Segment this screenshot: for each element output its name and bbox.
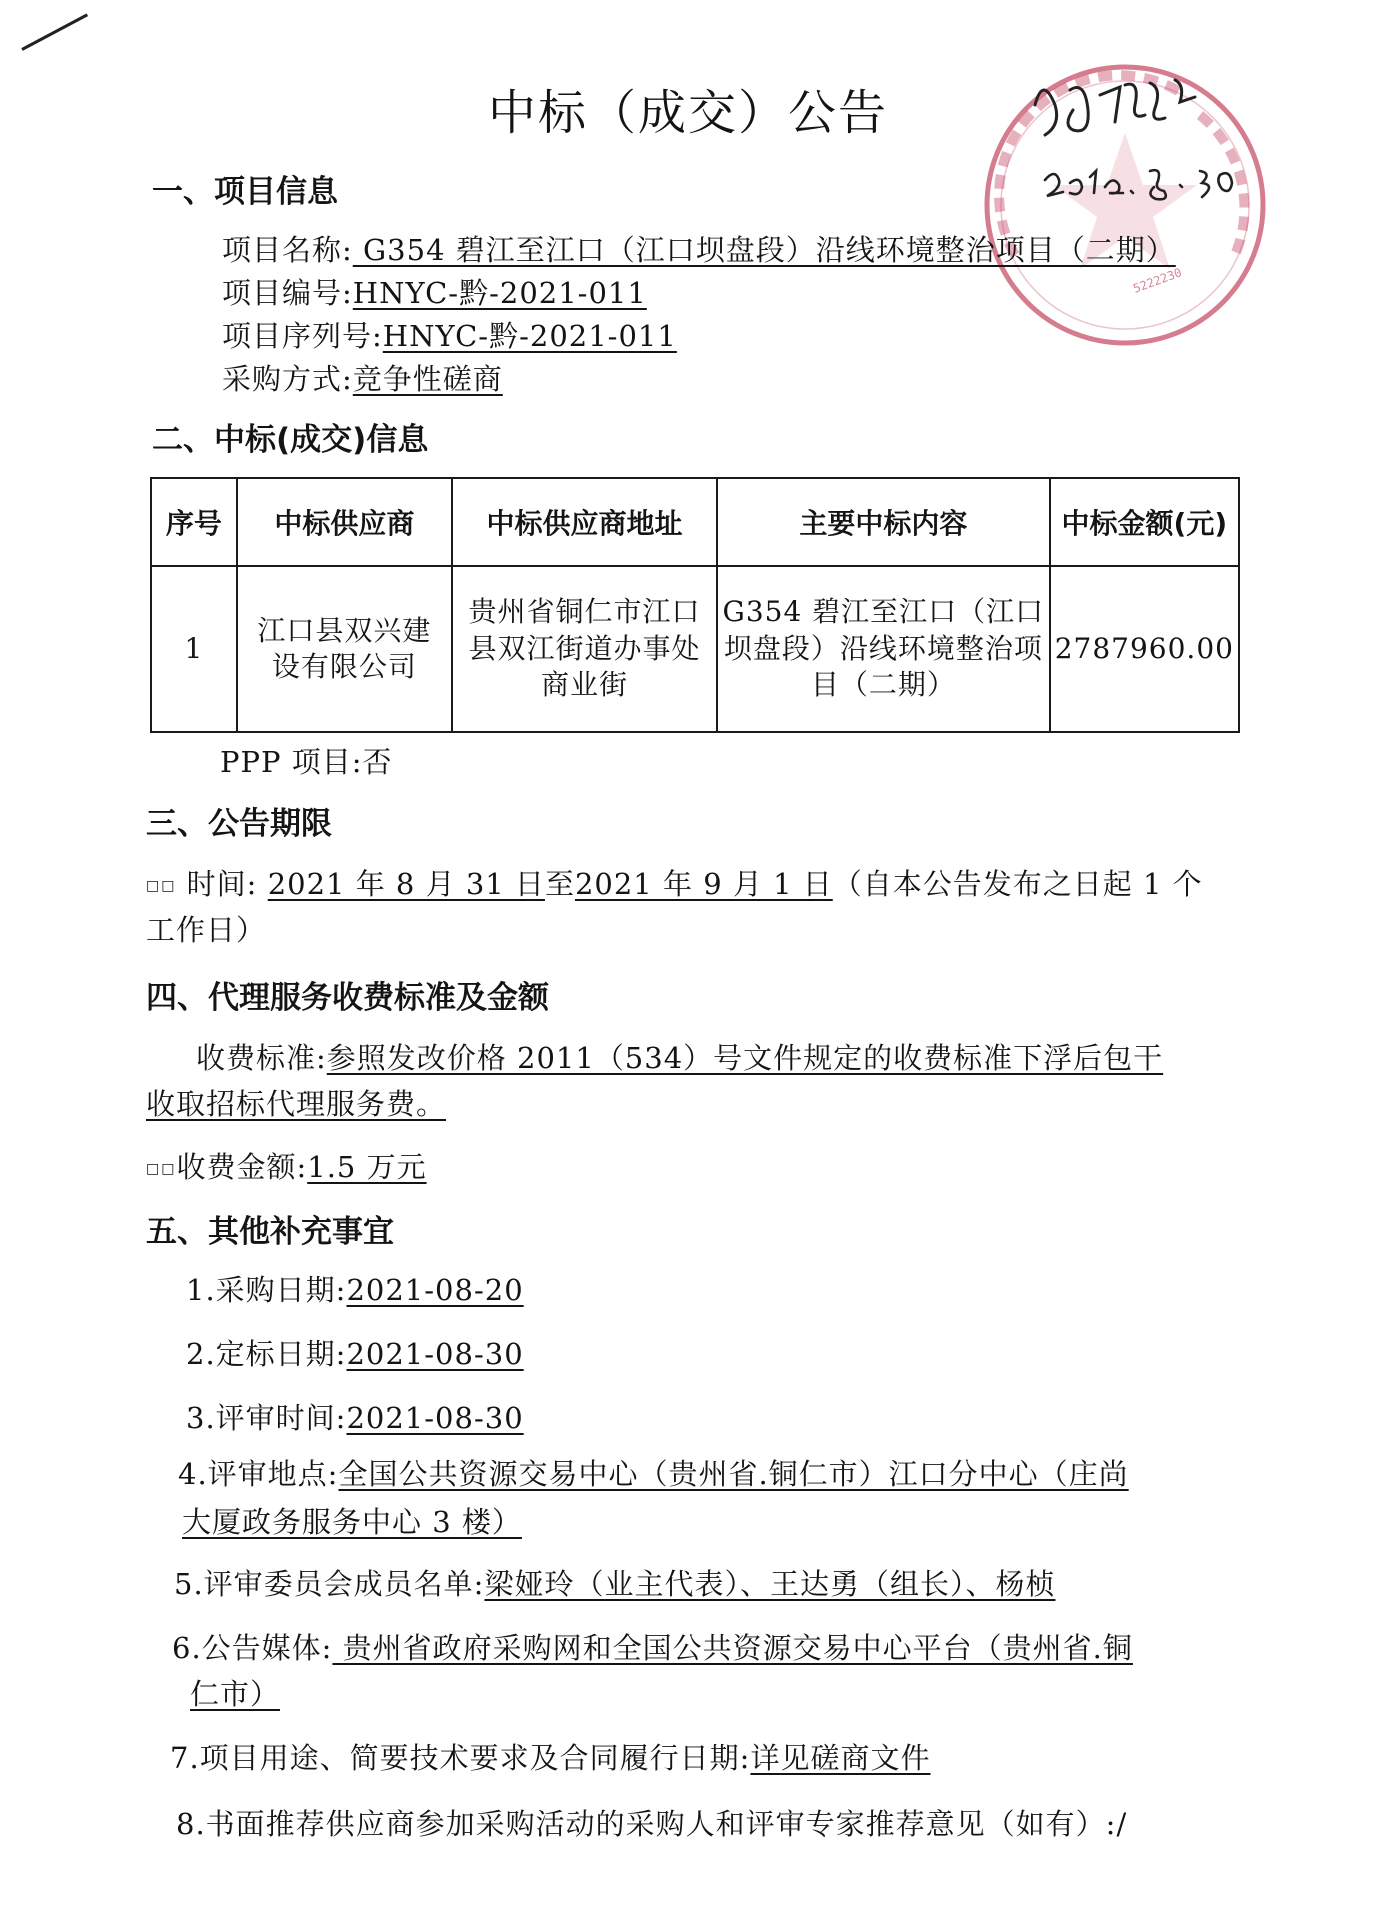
item-6-label: 6.公告媒体: (172, 1631, 333, 1665)
header-address: 中标供应商地址 (452, 478, 717, 566)
header-content: 主要中标内容 (717, 478, 1050, 566)
project-seq-label: 项目序列号: (222, 319, 383, 353)
item-7-label: 7.项目用途、简要技术要求及合同履行日期: (170, 1741, 751, 1775)
procurement-method-label: 采购方式: (222, 362, 353, 396)
item-7-value: 详见磋商文件 (750, 1741, 931, 1775)
item-4-cont (182, 1500, 522, 1541)
fee-standard-value-cont: 收取招标代理服务费。 (146, 1087, 447, 1121)
cell-amount: 2787960.00 (1050, 566, 1239, 732)
item-3-label: 3.评审时间: (186, 1401, 347, 1435)
section-4-heading: 四、代理服务收费标准及金额 (146, 980, 549, 1016)
project-name-line (222, 228, 1176, 269)
header-amount: 中标金额(元) (1050, 478, 1239, 566)
item-3-value: 2021-08-30 (346, 1401, 524, 1435)
fee-amount-line (146, 1145, 427, 1186)
section-1-heading: 一、项目信息 (152, 174, 338, 210)
item-1-label: 1.采购日期: (186, 1273, 347, 1307)
award-table (150, 477, 1240, 733)
item-3 (186, 1396, 524, 1437)
cell-no: 1 (151, 566, 237, 732)
item-8 (176, 1802, 1127, 1843)
notice-period-line (146, 862, 1203, 903)
item-2-value: 2021-08-30 (346, 1337, 524, 1371)
period-end: 2021 年 9 月 1 日 (574, 867, 833, 901)
item-1 (186, 1268, 524, 1309)
period-start: 2021 年 8 月 31 日 (267, 867, 545, 901)
section-2-heading: 二、中标(成交)信息 (152, 422, 429, 458)
ppp-line: PPP 项目:否 (220, 745, 393, 779)
item-5-value: 梁娅玲（业主代表）、王达勇（组长）、杨桢 (484, 1567, 1056, 1601)
bullet-squares: □□ (146, 1161, 177, 1177)
section-3-heading: 三、公告期限 (146, 806, 332, 842)
item-6-value: 贵州省政府采购网和全国公共资源交易中心平台（贵州省.铜 (332, 1631, 1133, 1665)
table-row (151, 566, 1239, 732)
fee-amount-value: 1.5 万元 (307, 1150, 427, 1184)
header-supplier: 中标供应商 (237, 478, 452, 566)
fee-standard-line (196, 1036, 1163, 1077)
pen-mark (21, 13, 88, 50)
fee-standard-value: 参照发改价格 2011（534）号文件规定的收费标准下浮后包干 (326, 1041, 1164, 1075)
cell-content: G354 碧江至江口（江口坝盘段）沿线环境整治项目（二期） (717, 566, 1050, 732)
procurement-method-line (222, 357, 503, 398)
section-5-heading: 五、其他补充事宜 (146, 1214, 394, 1250)
item-4-value-cont: 大厦政务服务中心 3 楼） (182, 1505, 522, 1539)
procurement-method-value: 竞争性磋商 (352, 362, 503, 396)
item-1-value: 2021-08-20 (346, 1273, 524, 1307)
official-stamp (975, 55, 1275, 355)
item-8-label: 8.书面推荐供应商参加采购活动的采购人和评审专家推荐意见（如有）: (176, 1807, 1117, 1841)
item-8-value: / (1116, 1807, 1128, 1841)
item-4-value: 全国公共资源交易中心（贵州省.铜仁市）江口分中心（庄尚 (338, 1457, 1129, 1491)
svg-text:5222230: 5222230 (1131, 265, 1184, 296)
fee-standard-label: 收费标准: (196, 1041, 327, 1075)
project-code-label: 项目编号: (222, 276, 353, 310)
period-to: 至 (544, 867, 575, 901)
project-code-value: HNYC-黔-2021-011 (352, 276, 647, 310)
bullet-squares: □□ (146, 878, 177, 894)
item-4-label: 4.评审地点: (178, 1457, 339, 1491)
item-2 (186, 1332, 524, 1373)
award-table-header-row (151, 478, 1239, 566)
project-code-line (222, 271, 647, 312)
item-4 (178, 1452, 1129, 1493)
project-name-value: G354 碧江至江口（江口坝盘段）沿线环境整治项目（二期） (352, 233, 1176, 267)
cell-supplier: 江口县双兴建设有限公司 (237, 566, 452, 732)
item-5 (174, 1562, 1055, 1603)
fee-amount-label: 收费金额: (176, 1150, 308, 1184)
project-seq-value: HNYC-黔-2021-011 (382, 319, 677, 353)
item-6-cont (190, 1672, 280, 1713)
period-label: 时间: (176, 867, 258, 901)
header-no: 序号 (151, 478, 237, 566)
period-note: （自本公告发布之日起 1 个 (832, 867, 1203, 901)
item-6 (172, 1626, 1133, 1667)
cell-address: 贵州省铜仁市江口县双江街道办事处商业街 (452, 566, 717, 732)
project-seq-line (222, 314, 677, 355)
item-5-label: 5.评审委员会成员名单: (174, 1567, 485, 1601)
item-6-value-cont: 仁市） (190, 1677, 281, 1711)
item-2-label: 2.定标日期: (186, 1337, 347, 1371)
period-note-cont: 工作日） (146, 913, 267, 947)
item-7 (170, 1736, 930, 1777)
page-title: 中标（成交）公告 (487, 85, 888, 141)
project-name-label: 项目名称: (222, 233, 353, 267)
fee-standard-cont (146, 1082, 446, 1123)
